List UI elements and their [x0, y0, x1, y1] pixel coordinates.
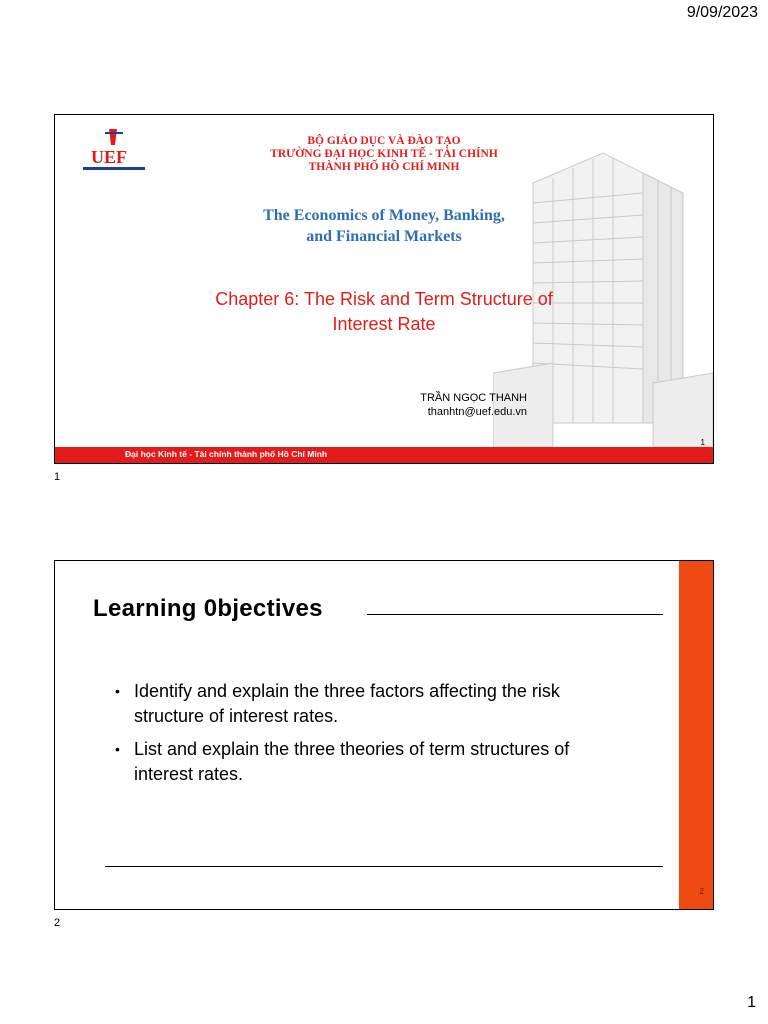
- footer-text: Đại học Kinh tế - Tài chính thành phố Hồ Chí Minh: [125, 449, 328, 459]
- chapter-title: Chapter 6: The Risk and Term Structure of Interest Rate: [215, 289, 553, 334]
- slide-1-number: 1: [700, 438, 705, 447]
- book-title: The Economics of Money, Banking, and Financial Markets: [263, 207, 505, 245]
- slide-1-label: 1: [54, 471, 61, 483]
- objectives-list: [115, 679, 615, 795]
- svg-text:UEF: UEF: [91, 147, 127, 167]
- page-number: 1: [747, 994, 756, 1011]
- author-block: [420, 391, 527, 419]
- title-rule: [367, 614, 663, 615]
- slide-2: [54, 560, 714, 910]
- list-item: • List and explain the three theories of term structures of interest rates.: [115, 737, 615, 787]
- list-item: • Identify and explain the three factors affecting the risk structure of interest rates.: [115, 679, 615, 729]
- slide-footer-bar: [55, 447, 713, 463]
- slide-2-number: 2: [699, 887, 704, 896]
- orange-accent-bar: [679, 561, 713, 909]
- slide-1: [54, 114, 714, 464]
- page-date: 9/09/2023: [686, 4, 758, 21]
- slide-2-title: Learning 0bjectives: [93, 595, 323, 622]
- ministry-heading: BỘ GIÁO DỤC VÀ ĐÀO TẠO TRƯỜNG ĐẠI HỌC KINH TẾ - TÀI CHÍNH THÀNH PHỐ HỒ CHÍ MINH: [270, 135, 498, 173]
- bottom-rule: [105, 866, 663, 867]
- author-email: thanhtn@uef.edu.vn: [427, 406, 527, 418]
- author-name: TRẦN NGỌC THANH: [420, 392, 527, 404]
- slide-2-label: 2: [54, 917, 61, 929]
